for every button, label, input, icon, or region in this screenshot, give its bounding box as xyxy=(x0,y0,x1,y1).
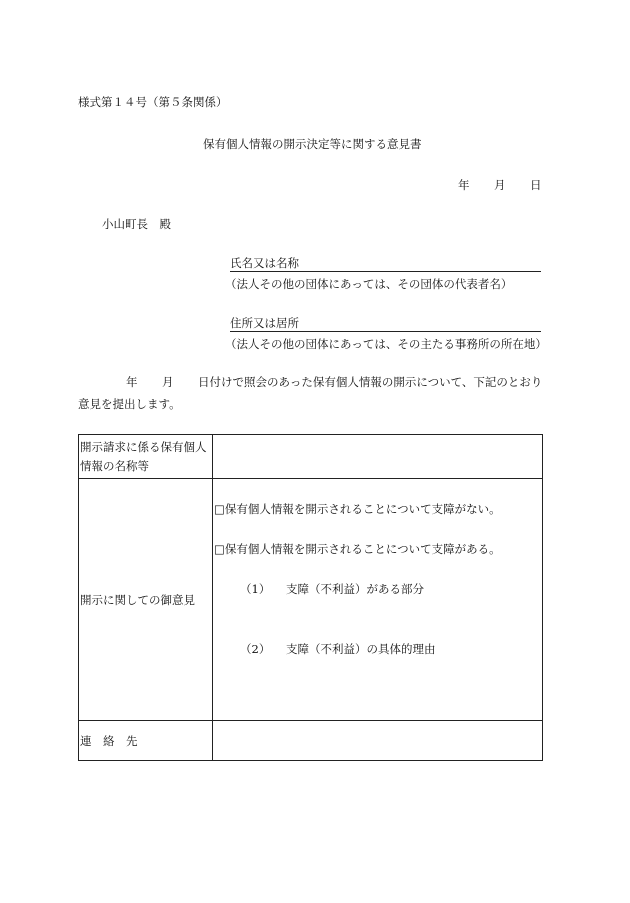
row2-label-text: 開示に関しての御意見 xyxy=(80,592,195,607)
option-no-issue[interactable]: □保有個人情報を開示されることについて支障がない。 xyxy=(214,502,501,516)
date-day: 日 xyxy=(530,178,542,192)
address-underline xyxy=(230,331,541,332)
body-text-line2: 意見を提出します。 xyxy=(78,397,181,411)
address-note: （法人その他の団体にあっては、その主たる事務所の所在地） xyxy=(225,337,547,351)
sub2-number: （2） xyxy=(240,642,271,656)
option-has-issue[interactable]: □保有個人情報を開示されることについて支障がある。 xyxy=(214,542,501,556)
body-year: 年 xyxy=(126,375,138,389)
name-label: 氏名又は名称 xyxy=(230,256,299,270)
row3-label-text: 連 絡 先 xyxy=(80,733,138,748)
row1-label-line1: 開示請求に係る保有個人 xyxy=(80,439,207,454)
name-underline xyxy=(230,271,541,272)
sub1-text: 支障（不利益）がある部分 xyxy=(286,582,424,596)
row2-label xyxy=(79,479,213,721)
name-note: （法人その他の団体にあっては、その団体の代表者名） xyxy=(225,277,513,291)
sub1-number: （1） xyxy=(240,582,271,596)
sub2-text: 支障（不利益）の具体的理由 xyxy=(286,642,436,656)
row1-label xyxy=(79,435,213,479)
row2-value xyxy=(213,479,543,721)
body-text-line1: 日付けで照会のあった保有個人情報の開示について、下記のとおり xyxy=(198,375,543,389)
table-row xyxy=(79,479,543,721)
document-title: 保有個人情報の開示決定等に関する意見書 xyxy=(203,137,422,151)
date-year: 年 xyxy=(458,178,470,192)
contact-value[interactable] xyxy=(213,721,543,761)
addressee: 小山町長 殿 xyxy=(102,217,171,231)
table-row xyxy=(79,721,543,761)
date-month: 月 xyxy=(494,178,506,192)
row1-label-line2: 情報の名称等 xyxy=(80,458,149,473)
table-row xyxy=(79,435,543,479)
body-month: 月 xyxy=(162,375,174,389)
form-number: 様式第１４号（第５条関係） xyxy=(78,95,228,109)
row3-label xyxy=(79,721,213,761)
opinion-table xyxy=(78,434,543,761)
row1-value[interactable] xyxy=(213,435,543,479)
address-label: 住所又は居所 xyxy=(230,316,299,330)
